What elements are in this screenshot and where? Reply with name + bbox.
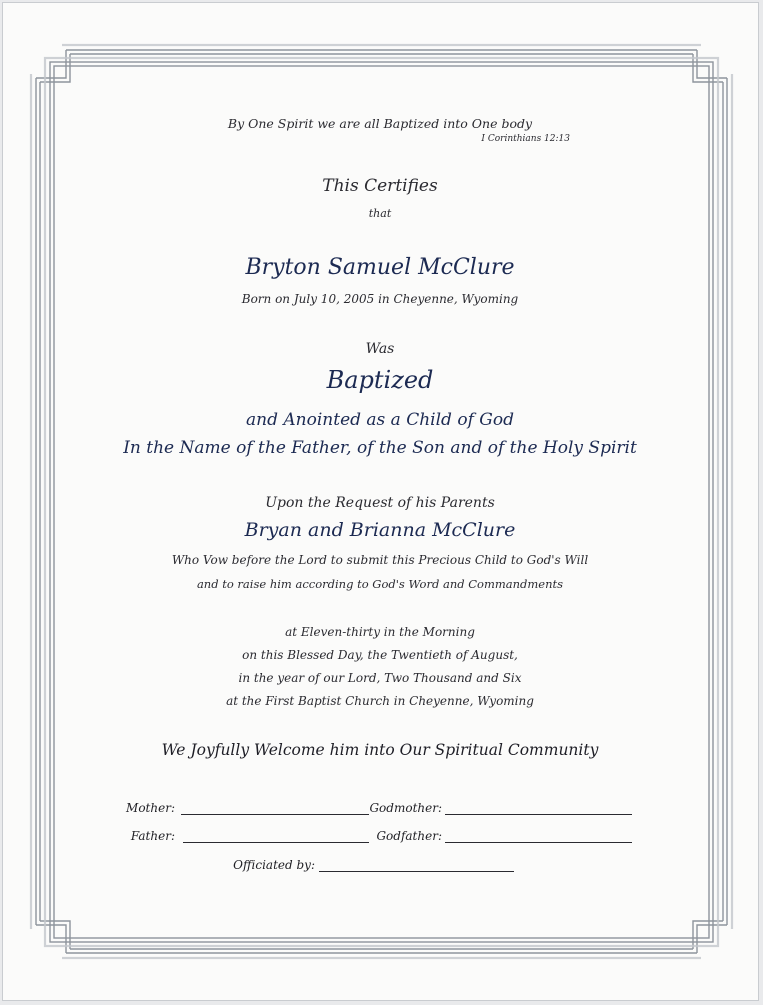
godfather-label: Godfather: xyxy=(376,829,442,843)
upon-request-text: Upon the Request of his Parents xyxy=(265,495,495,511)
mother-signature-line[interactable] xyxy=(181,814,369,815)
mother-label: Mother: xyxy=(126,801,175,815)
ceremony-time: at Eleven-thirty in the Morning xyxy=(285,625,475,639)
was-text: Was xyxy=(365,341,395,357)
holy-name-text: In the Name of the Father, of the Son and of the Holy Spirit xyxy=(123,438,637,458)
child-name: Bryton Samuel McClure xyxy=(245,255,515,280)
signature-row-mothers xyxy=(95,801,655,819)
vow-line-2: and to raise him according to God's Word and Commandments xyxy=(196,577,564,591)
baptized-heading: Baptized xyxy=(326,366,434,394)
father-signature-line[interactable] xyxy=(183,842,369,843)
signature-row-officiant xyxy=(200,858,530,876)
signature-row-fathers xyxy=(95,829,655,847)
parents-names: Bryan and Brianna McClure xyxy=(244,519,516,541)
this-certifies-heading: This Certifies xyxy=(322,176,438,196)
godmother-signature-line[interactable] xyxy=(445,814,632,815)
verse: By One Spirit we are all Baptized into One body xyxy=(227,116,533,131)
officiant-signature-line[interactable] xyxy=(319,871,514,872)
officiated-label: Officiated by: xyxy=(233,858,315,872)
birth-info: Born on July 10, 2005 in Cheyenne, Wyoming xyxy=(241,292,519,306)
ceremony-date: on this Blessed Day, the Twentieth of August, xyxy=(242,648,518,662)
certificate-content xyxy=(60,0,700,1005)
ceremony-year: in the year of our Lord, Two Thousand and Six xyxy=(238,671,522,685)
vow-line-1: Who Vow before the Lord to submit this Precious Child to God's Will xyxy=(171,553,589,567)
that-text: that xyxy=(368,207,392,220)
father-label: Father: xyxy=(130,829,175,843)
verse-reference: I Corinthians 12:13 xyxy=(481,134,570,144)
anointed-text: and Anointed as a Child of God xyxy=(246,410,514,430)
godfather-signature-line[interactable] xyxy=(445,842,632,843)
ceremony-place: at the First Baptist Church in Cheyenne, Wyoming xyxy=(226,694,534,708)
welcome-text: We Joyfully Welcome him into Our Spiritual Community xyxy=(161,741,599,759)
godmother-label: Godmother: xyxy=(369,801,442,815)
